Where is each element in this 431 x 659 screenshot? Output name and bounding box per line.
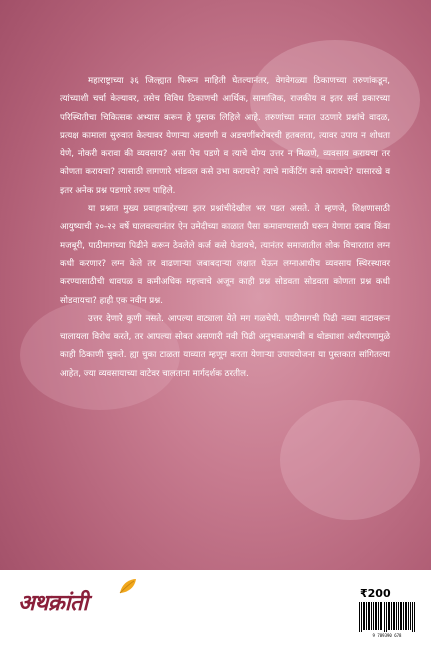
blurb-paragraph-1: महाराष्ट्राच्या ३६ जिल्ह्यात फिरून माहिती घेतल्यानंतर, वेगवेगळ्या ठिकाणच्या तरुणांकडून, त्यांच्याशी चर्चा केल्यावर, तसेच विविध ठिकाणची आर्थिक, सामाजिक, राजकीय व इतर सर्व प्रकारच्या परिस्थितीचा चिकित्सक अभ्यास करून हे पुस्तक लिहिले आहे. तरुणांच्या मनात उठणारे प्रश्नांचे वादळ, प्रत्यक्ष कामाला सुरुवात केल्यावर येणाऱ्या अडचणी व अडचणींबरोबरची हतबलता, त्यावर उपाय न शोधता येणे, नोकरी करावा की व्यवसाय? असा पेच पडणे व त्याचे योग्य उत्तर न मिळणे, व्यवसाय करायचा तर कोणता करायचा? त्यासाठी लागणारे भांडवल कसे उभा करायचे? त्याचे मार्केटिंग कसे करायचे? यासारखे व इतर अनेक प्रश्न पडणारे तरुण पाहिले. bbox=[60, 76, 390, 196]
leaf-icon bbox=[118, 577, 138, 595]
background-blur-shape bbox=[280, 400, 420, 520]
blurb-text bbox=[60, 72, 390, 383]
publisher-logo bbox=[18, 587, 168, 621]
barcode-number: 9 789390 678 bbox=[372, 633, 402, 638]
price-label: ₹200 bbox=[360, 587, 391, 600]
blurb-paragraph-3: उत्तर देणारे कुणी नसते. आपल्या वाट्याला येते मग गळचेपी. पाठीमागची पिढी नव्या वाटावरून चालायला विरोध करते, तर आपल्या सोबत असणारी नवी पिढी अनुभवाअभावी व थोड्याशा अधीरपणामुळे काही ठिकाणी चुकते. ह्या चुका टाळता याव्यात म्हणून करता येणाऱ्या उपाययोजना या पुस्तकात सांगितल्या आहेत, ज्या व्यवसायाच्या वाटेवर चालताना मार्गदर्शक ठरतील. bbox=[60, 313, 390, 379]
blurb-paragraph-2: या प्रश्नात मुख्य प्रवाहाबाहेरच्या इतर प्रश्नांचीदेखील भर पडत असते. ते म्हणजे, शिक्षणासाठी आयुष्याची २०-२२ वर्षे घालवल्यानंतर ऐन उमेदीच्या काळात पैसा कमावण्यासाठी घरून येणारा दबाव किंवा मजबूरी, पाठीमागच्या पिढीने करून ठेवलेले कर्ज कसे फेडायचे, त्यानंतर समाजातील लोक विचारतात लग्न कधी करणार? लग्न केले तर वाढणाऱ्या जबाबदाऱ्या लक्षात घेऊन लग्नाआधीच व्यवसाय स्थिरस्थावर करण्यासाठीची धावपळ व कमीअधिक महत्त्वाचे अजून काही प्रश्न सोडवता सोडवता कोणता प्रश्न कधी सोडवायचा? हाही एक नवीन प्रश्न. bbox=[60, 204, 390, 306]
barcode bbox=[358, 602, 416, 632]
publisher-name: अथक्रांती bbox=[18, 591, 88, 616]
